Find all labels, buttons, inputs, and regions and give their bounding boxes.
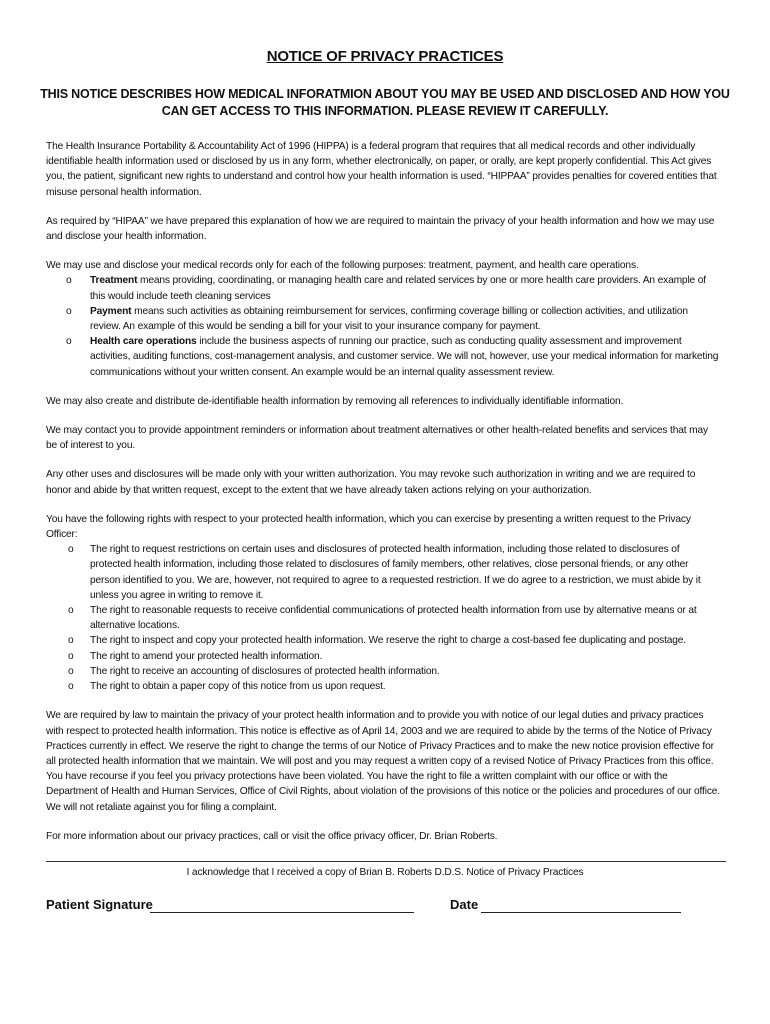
bullet-marker: o <box>68 681 74 693</box>
paragraph-contact: We may contact you to provide appointment reminders or information about treatment alternatives or other health-related benefits and services that may be of interest to you. <box>46 425 708 452</box>
document-title: NOTICE OF PRIVACY PRACTICES <box>266 48 504 65</box>
bullet-marker: o <box>68 650 74 662</box>
date-field[interactable] <box>481 912 681 913</box>
paragraph-other-uses: Any other uses and disclosures will be made only with your written authorization. You may revoke such authorization in writing and we are required to honor and abide by that written request, except to the extent that we have already taken actions relying on your authorization. <box>46 469 696 496</box>
notice-body <box>46 139 721 858</box>
right-text: The right to amend your protected health information. <box>90 650 323 662</box>
right-text: The right to receive an accounting of disclosures of protected health information. <box>90 665 440 677</box>
paragraph-obligations: We are required by law to maintain the privacy of your protect health information and to provide you with notice of our legal duties and privacy practices with respect to protected health information. This notice is effective as of April 14, 2003 and we are required to abide by the terms of the Notice of Privacy Practices currently in effect. We reserve the right to change the terms of our Notice of Privacy Practices and to make the new notice provision effective for all protected health information that we maintain. We will post and you may request a written copy of a revised Notice of Privacy Practices from this office. You have recourse if you feel you privacy protections have been violated. You have the right to file a written complaint with our office or with the Department of Health and Human Services, Office of Civil Rights, about violation of the provisions of this notice or the policies and procedures of our office. We will not retaliate against you for filing a complaint. <box>46 710 720 813</box>
list-item-payment <box>46 304 721 334</box>
signature-row <box>46 897 726 917</box>
list-item-treatment <box>46 273 721 303</box>
paragraph-more-info: For more information about our privacy practices, call or visit the office privacy officer, Dr. Brian Roberts. <box>46 830 498 842</box>
paragraph-deidentify: We may also create and distribute de-identifiable health information by removing all references to individually identifiable information. <box>46 395 624 407</box>
list-item-right-inspect <box>46 633 721 648</box>
bullet-marker: o <box>66 305 72 317</box>
separator-line <box>46 861 726 862</box>
bullet-marker: o <box>68 665 74 677</box>
purpose-lead: Payment <box>90 305 132 317</box>
paragraph-hipaa-required: As required by “HIPAA” we have prepared this explanation of how we are required to maintain the privacy of your health information and how we may use and disclose your health information. <box>46 215 715 243</box>
bullet-marker: o <box>68 635 74 647</box>
purpose-text: means providing, coordinating, or managing health care and related services by one or more health care providers. An example of this would include teeth cleaning services <box>90 275 706 302</box>
signature-field[interactable] <box>150 912 414 913</box>
right-text: The right to obtain a paper copy of this notice from us upon request. <box>90 681 386 693</box>
purpose-text: means such activities as obtaining reimbursement for services, confirming coverage billing or collection activities, and utilization review. An example of this would be sending a bill for your visit to your insurance company for payment. <box>90 305 688 333</box>
date-label: Date <box>450 897 479 912</box>
list-item-right-accounting <box>46 664 721 679</box>
paragraph-rights: You have the following rights with respect to your protected health information, which you can exercise by presenting a written request to the Privacy Officer: <box>46 513 691 541</box>
list-item-right-confidential <box>46 603 721 633</box>
rights-list <box>46 542 721 694</box>
list-item-health-care-operations <box>46 334 721 380</box>
purpose-lead: Health care operations <box>90 336 197 348</box>
right-text: The right to reasonable requests to receive confidential communications of protected health information from use by alternative means or at alternative locations. <box>90 605 697 632</box>
paragraph-purposes: We may use and disclose your medical records only for each of the following purposes: treatment, payment, and health care operations. <box>46 260 639 272</box>
acknowledgement-text: I acknowledge that I received a copy of Brian B. Roberts D.D.S. Notice of Privacy Practices <box>186 867 584 878</box>
list-item-right-restrictions <box>46 542 721 603</box>
bullet-marker: o <box>68 544 74 556</box>
paragraph-hippa-intro: The Health Insurance Portability & Accountability Act of 1996 (HIPPA) is a federal program that requires that all medical records and other individually identifiable health information used or disclosed by us in any form, whether electronically, on paper, or orally, are kept properly confidential. This Act gives you, the patient, significant new rights to understand and control how your health information is used. “HIPPAA” provides penalties for covered entities that misuse personal health information. <box>46 141 717 198</box>
bullet-marker: o <box>66 275 72 287</box>
signature-label: Patient Signature <box>46 897 153 912</box>
list-item-right-amend <box>46 649 721 664</box>
document-subtitle: THIS NOTICE DESCRIBES HOW MEDICAL INFORATMION ABOUT YOU MAY BE USED AND DISCLOSED AND HOW YOU CAN GET ACCESS TO THIS INFORMATION. PLEASE REVIEW IT CAREFULLY. <box>40 87 730 118</box>
right-text: The right to inspect and copy your protected health information. We reserve the right to charge a cost-based fee duplicating and postage. <box>90 635 686 647</box>
purposes-list <box>46 273 721 379</box>
purpose-text: include the business aspects of running our practice, such as conducting quality assessment and improvement activities, auditing functions, cost-management analysis, and customer service. We will not, however, use your medical information for marketing communications without your written consent. An example would be an internal quality assessment review. <box>90 336 719 378</box>
bullet-marker: o <box>66 336 72 348</box>
right-text: The right to request restrictions on certain uses and disclosures of protected health information, including those related to disclosures of protected health information, including those related to disclosures of family members, other relatives, close personal friends, or any other person identified to you. We are, however, not required to agree to a requested restriction. If we do agree to a restriction, we must abide by it unless you agree in writing to remove it. <box>90 544 701 601</box>
purpose-lead: Treatment <box>90 275 138 287</box>
list-item-right-paper-copy <box>46 679 721 694</box>
bullet-marker: o <box>68 605 74 617</box>
